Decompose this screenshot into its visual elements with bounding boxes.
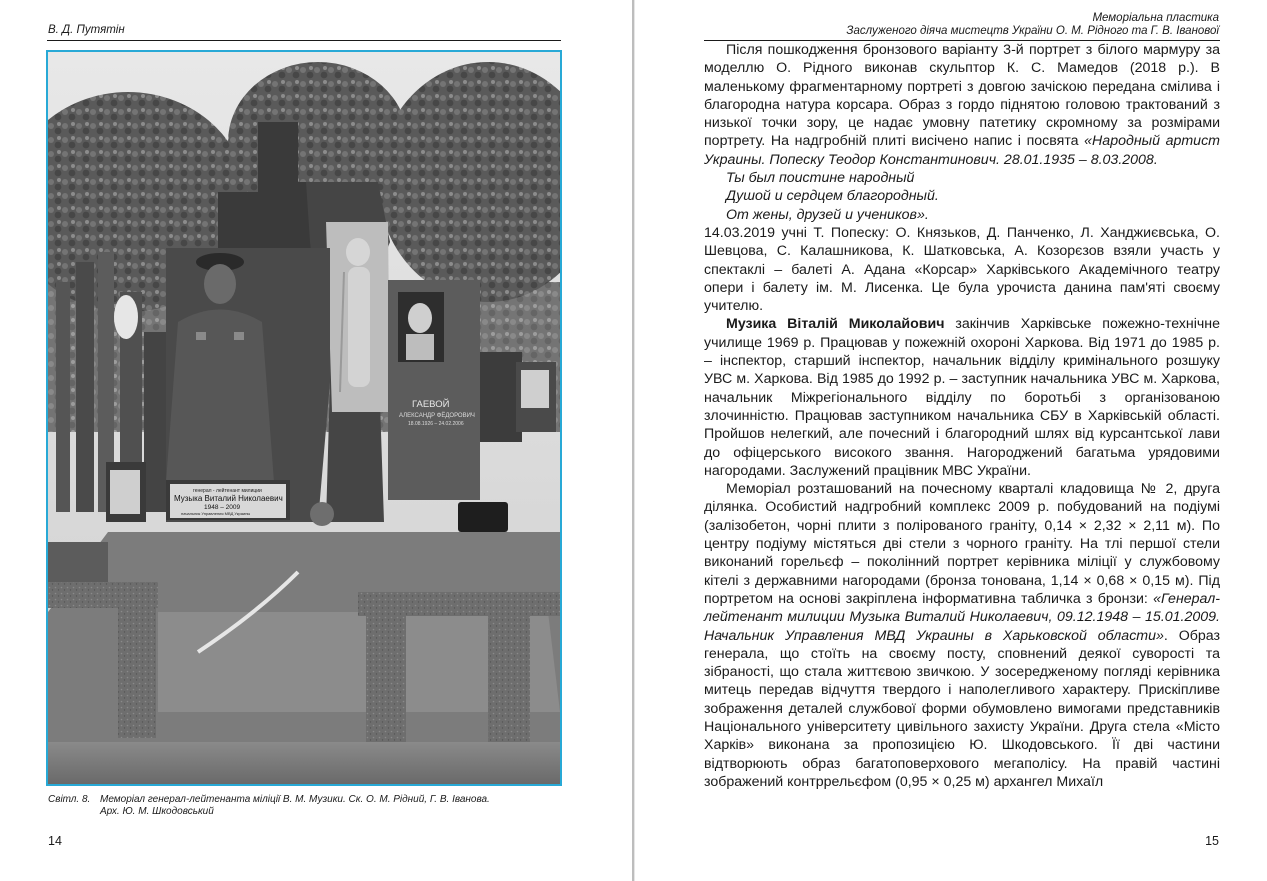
- paragraph-muzyka-bio: [704, 315, 1220, 480]
- page-number-right: 15: [1205, 834, 1219, 848]
- plaque-gaevoy-fullname: АЛЕКСАНДР ФЁДОРОВИЧ: [399, 413, 475, 419]
- paragraph-text: закінчив Харківське пожежно-технічне училище 1969 р. Працював у пожежній охороні Харкова. Від 1971 до 1985 р. – інспектор, старший інспектор, начальник відділу кримінального розшуку УВС м. Харкова. Від 1985 до 1992 р. – заступник начальника УВС м. Харкова, начальник Міжрегіонального відділу по боротьбі з організованою злочинністю. Працював заступником начальника СБУ в Харківській області. Пройшов нелегкий, але почесний і благородний шлях від курсантської лави до офіцерського високого звання. Нагороджений багатьма урядовими нагородами. Заслужений працівник МВС України.: [704, 316, 1220, 479]
- person-name: Музика Віталій Миколайович: [726, 316, 945, 333]
- memorial-photo-illustration: [48, 52, 560, 784]
- verse-line-2: Душой и сердцем благородный.: [726, 188, 939, 205]
- paragraph-popesku-portrait: [704, 41, 1220, 169]
- figure-caption: [48, 794, 558, 817]
- paragraph-memorial-description: [704, 480, 1220, 791]
- general-face: [204, 264, 236, 304]
- plaque-name: Музыка Виталий Николаевич: [174, 494, 283, 503]
- flowers: [310, 502, 334, 526]
- verse-line-1: Ты был поистине народный: [726, 170, 915, 187]
- paragraph-students: 14.03.2019 учні Т. Попеску: О. Князьков, Д. Панченко, Л. Ханджиєвська, О. Шевцова, С. Калашникова, К. Шатковська, А. Козорєзов взяли участь у спектаклі – балеті А. Адана «Корсар» Харківського Академічного театру опери і балету ім. М. Лисенка. Це була урочиста данина пам'яті своєму учителю.: [704, 224, 1220, 315]
- bench-left: [48, 582, 158, 608]
- bench-right: [358, 592, 560, 616]
- running-header-right-line1: Меморіальна пластика: [1092, 12, 1219, 24]
- caption-label: Світл. 8.: [48, 794, 91, 805]
- page-number-left: 14: [48, 834, 62, 848]
- running-header-right: [846, 12, 1219, 38]
- inscription-quote: «Народный артист Украины. Попеску Теодор Константинович. 28.01.1935 – 8.03.2008.: [704, 133, 1220, 168]
- bag: [458, 502, 508, 532]
- body-text: [704, 41, 1220, 791]
- plaque-gaevoy-dates: 18.08.1926 – 24.02.2006: [408, 421, 464, 427]
- caption-text-line2: Арх. Ю. М. Шкодовський: [100, 805, 214, 817]
- verse-line-3: От жены, друзей и учеников».: [726, 206, 929, 223]
- general-tunic: [166, 310, 274, 483]
- plaque-position: начальник Управления МВД Украины: [181, 511, 251, 516]
- memorial-photo: [46, 50, 562, 786]
- plaque-gaevoy-name: ГАЕВОЙ: [412, 399, 450, 410]
- book-spine-shadow: [634, 0, 635, 881]
- caption-text-line1: Меморіал генерал-лейтенанта міліції В. М. Музики. Ск. О. М. Рідний, Г. В. Іванова.: [100, 794, 490, 805]
- paragraph-text: Меморіал розташований на почесному кварталі кладовища № 2, друга ділянка. Особистий надгробний комплекс 2009 р. побудований на подіумі (залізобетон, чорні плити з полірованого граніту, 0,14 × 2,32 × 2,11 м). По центру подіуму містяться дві стели з чорного граніту. На тлі першої стели виконаний горельєф – поколінний портрет керівника міліції у службовому кітелі з державними нагородами (бронза тонована, 1,14 × 0,68 × 0,15 м). Під портретом на основі закріплена інформативна табличка з бронзи:: [704, 481, 1220, 607]
- running-header-left: В. Д. Путятін: [48, 24, 125, 36]
- paragraph-text: . Образ генерала, що стоїть на своєму посту, сповнений деякої суворості та зібраності, що стала життєвою звичкою. У зосередженому погляді керівника митець передав відчуття твердого і наполегливого характеру. Прискіпливе зображення деталей службової форми обумовлено вимогами представників Національного університету цивільного захисту України. Друга стела «Місто Харків» виконана за пропозицією Ю. Шкодовського. Її дві частини відтворюють образ багатоповерхового мегаполісу. На правій частині зображений контррельєфом (0,95 × 0,25 м) архангел Михаїл: [704, 627, 1220, 790]
- header-rule-left: [47, 40, 561, 41]
- plaque-years: 1948 – 2009: [204, 504, 241, 511]
- paragraph-text: Після пошкодження бронзового варіанту 3-й портрет з білого мармуру за моделлю О. Рідного виконав скульптор К. С. Мамедов (2018 р.). В маленькому фрагментарному портреті з довгою зачіскою передана смілива і благородна натура корсара. Образ з гордо піднятою головою трактований з низької точки зору, це надає умовну патетику скромному за розмірами портрету. На надгробній плиті висічено напис і посвята: [704, 42, 1220, 150]
- plaque-quote: «Генерал-лейтенант милиции Музыка Виталий Николаевич, 09.12.1948 – 15.01.2009. Начальник Управления МВД Украины в Харьковской области»: [704, 590, 1220, 644]
- running-header-right-line2: Заслуженого діяча мистецтв України О. М. Рідного та Г. В. Іванової: [846, 25, 1219, 37]
- plaque-rank: генерал - лейтенант милиции: [193, 488, 262, 494]
- bg-monument-left: [56, 282, 70, 512]
